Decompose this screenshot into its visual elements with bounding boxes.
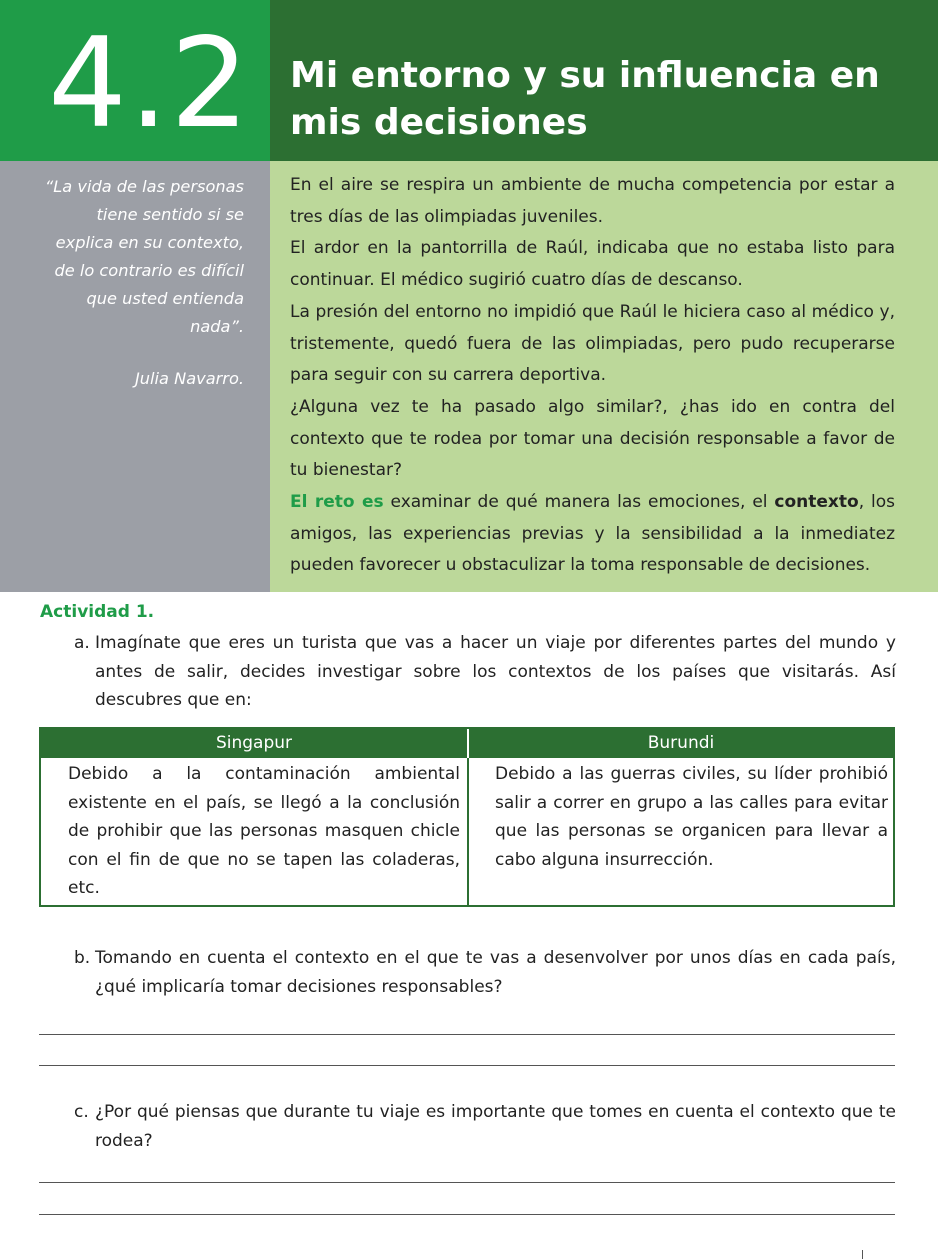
countries-table [39,727,895,907]
question-c-text: ¿Por qué piensas que durante tu viaje es importante que tomes en cuenta el contexto que te rodea? [95,1102,896,1151]
story-text [290,170,895,582]
challenge-lead: El reto es [290,492,384,513]
table-header [41,729,893,758]
question-b-text: Tomando en cuenta el contexto en el que te vas a desenvolver por unos días en cada país, ¿qué implicaría tomar decisiones responsables? [95,948,896,997]
column-divider [467,758,469,907]
quote-line: que usted entienda [86,289,244,308]
title-block [270,0,938,161]
title-line-2: mis decisiones [290,102,588,143]
story-paragraph: El ardor en la pantorrilla de Raúl, indicaba que no estaba listo para continuar. El médico sugirió cuatro días de descanso. [290,238,895,291]
quote-line: nada”. [190,317,244,336]
question-b [74,944,896,1001]
table-cell-burundi: Debido a las guerras civiles, su líder prohibió salir a correr en grupo a las calles para evitar que las personas se organicen para llevar a cabo alguna insurrección. [495,764,888,870]
answer-line-c2[interactable] [39,1214,895,1215]
challenge-text-b: , los amigos, las experiencias previas y la sensibilidad a la inmediatez pueden favorecer u obstaculizar la toma responsable de decisiones. [290,492,895,576]
question-a [74,629,896,715]
question-b-letter: b. [74,948,91,968]
quote-author: Julia Navarro. [135,369,244,388]
page-title [290,52,910,146]
story-paragraph: En el aire se respira un ambiente de mucha competencia por estar a tres días de las olimpiadas juveniles. [290,175,895,227]
activity-title: Actividad 1. [40,602,155,622]
quote-line: de lo contrario es difícil [54,261,244,280]
quote-line: “La vida de las personas [44,177,244,196]
answer-line-b2[interactable] [39,1065,895,1066]
question-a-text: Imagínate que eres un turista que vas a hacer un viaje por diferentes partes del mundo y antes de salir, decides investigar sobre los contextos de los países que visitarás. Así descubres que en: [95,633,896,710]
title-line-1: Mi entorno y su influencia en [290,55,880,96]
answer-line-b1[interactable] [39,1034,895,1035]
quote-line: tiene sentido si se [96,205,244,224]
question-a-letter: a. [74,633,90,653]
page-edge-mark [862,1250,863,1259]
question-c-letter: c. [74,1102,89,1122]
story-paragraph: La presión del entorno no impidió que Raúl le hiciera caso al médico y, tristemente, quedó fuera de las olimpiadas, pero pudo recuperarse para seguir con su carrera deportiva. [290,301,895,386]
story-paragraph: ¿Alguna vez te ha pasado algo similar?, ¿has ido en contra del contexto que te rodea por tomar una decisión responsable a favor de tu bienestar? [290,396,895,481]
table-header-singapur: Singapur [215,733,293,753]
section-number-block [0,0,270,161]
answer-line-c1[interactable] [39,1182,895,1183]
story-panel [270,161,938,592]
table-header-burundi: Burundi [647,733,715,753]
epigraph-quote [9,173,244,341]
quote-column [0,161,270,592]
challenge-text-a: examinar de qué manera las emociones, el [383,492,775,513]
challenge-bold-word: contexto [774,492,859,513]
challenge-paragraph [290,487,895,582]
section-number: 4.2 [48,12,252,156]
question-c [74,1098,896,1155]
quote-line: explica en su contexto, [55,233,244,252]
table-cell-singapur: Debido a la contaminación ambiental existente en el país, se llegó a la conclusión de prohibir que las personas masquen chicle con el fin de que no se tapen las coladeras, etc. [68,764,460,898]
